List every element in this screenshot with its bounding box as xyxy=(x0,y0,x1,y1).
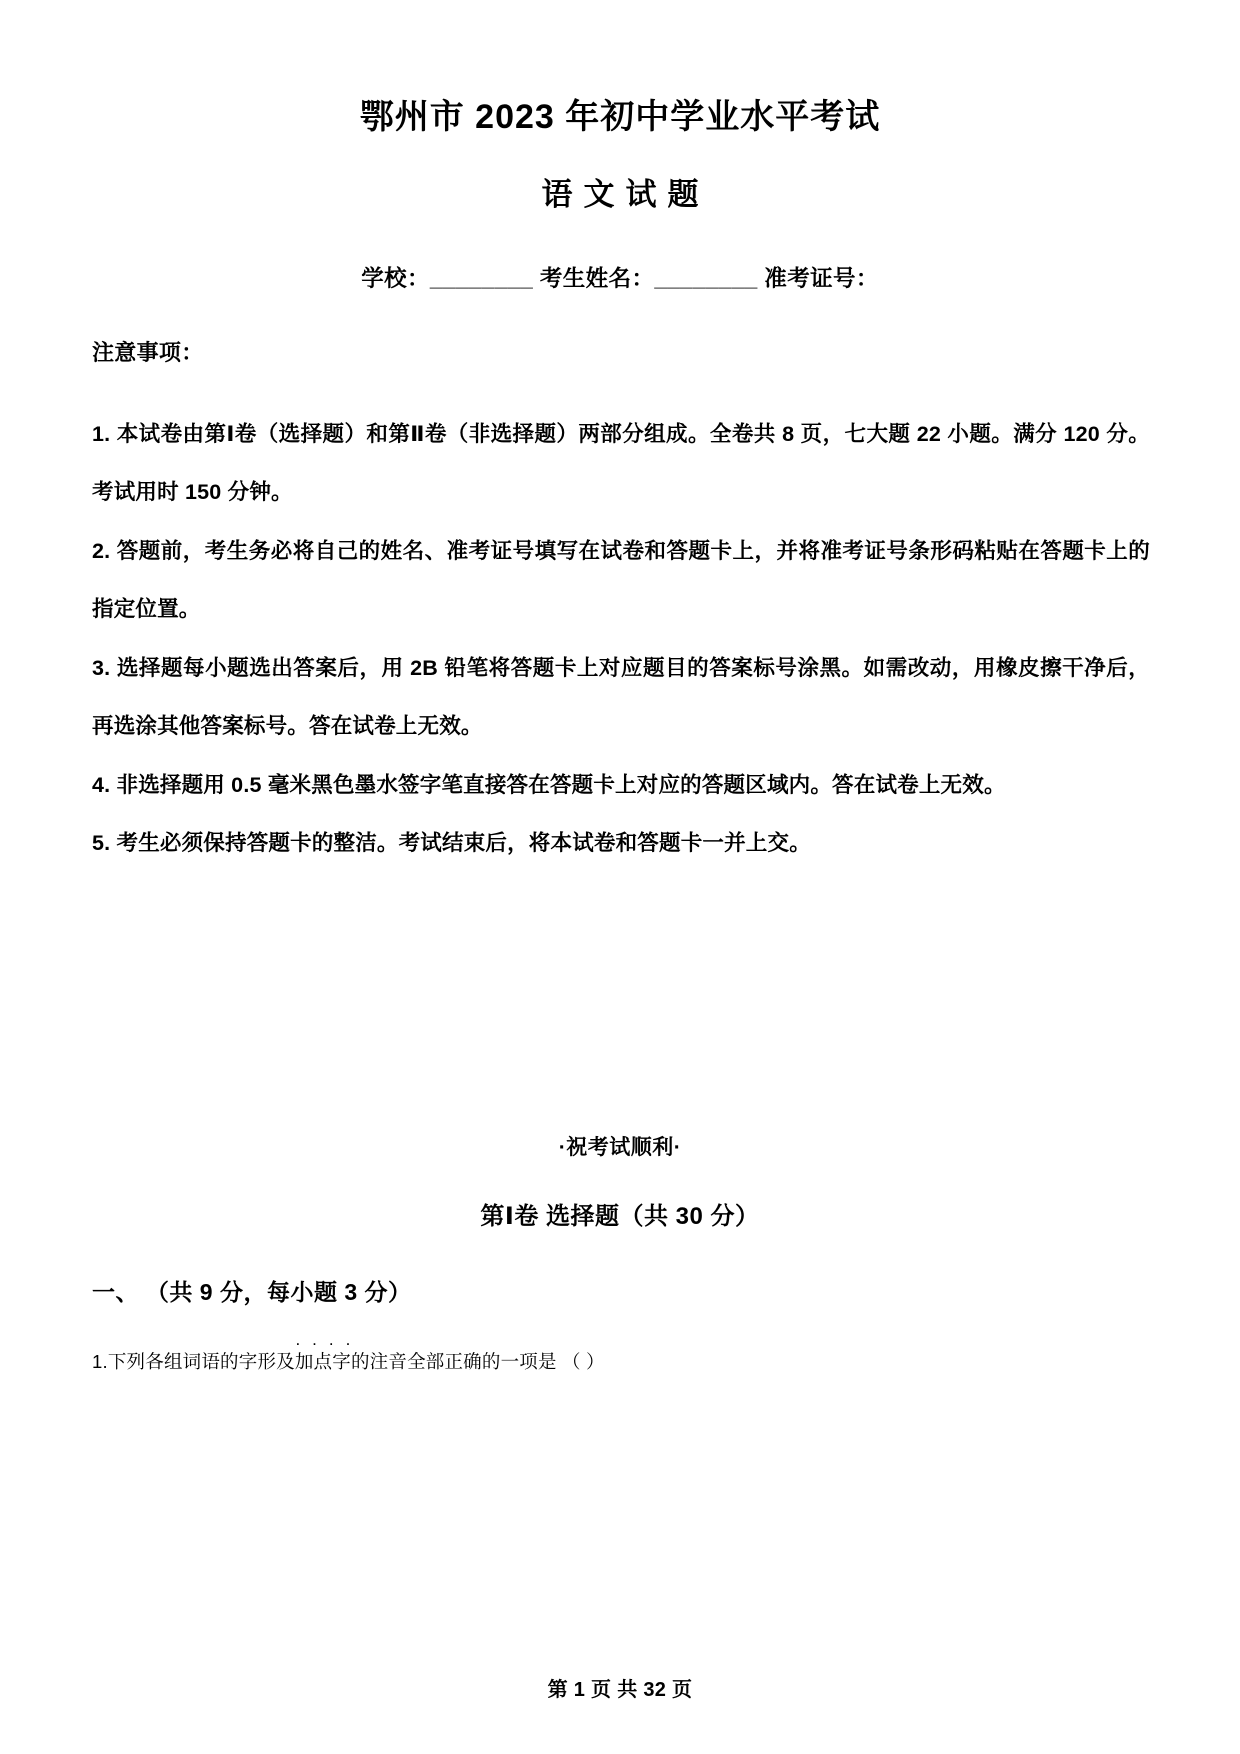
notice-item: 5. 考生必须保持答题卡的整洁。考试结束后，将本试卷和答题卡一并上交。 xyxy=(92,831,811,856)
emphasized-phrase: .... 加点字 xyxy=(295,1348,351,1374)
question-1 xyxy=(92,1348,605,1374)
paper-section-heading: 第Ⅰ卷 选择题（共 30 分） xyxy=(480,1203,760,1230)
notice-item: 3. 选择题每小题选出答案后，用 2B 铅笔将答题卡上对应题目的答案标号涂黑。如需改动，用橡皮擦干净后，再选涂其他答案标号。答在试卷上无效。 xyxy=(92,655,1150,739)
question-number: 1. xyxy=(92,1351,108,1372)
part-one-heading: 一、 （共 9 分，每小题 3 分） xyxy=(92,1279,412,1305)
good-luck-note: ·祝考试顺利· xyxy=(558,1136,682,1159)
notice-heading: 注意事项： xyxy=(92,340,204,365)
question-text-before: 下列各组词语的字形及 xyxy=(107,1351,295,1372)
question-text-after: 的注音全部正确的一项是 （ ） xyxy=(350,1351,605,1372)
notice-item: 4. 非选择题用 0.5 毫米黑色墨水签字笔直接答在答题卡上对应的答题区域内。答在试卷上无效。 xyxy=(92,772,1006,797)
notice-item: 2. 答题前，考生务必将自己的姓名、准考证号填写在试卷和答题卡上，并将准考证号条形码粘贴在答题卡上的指定位置。 xyxy=(92,538,1150,622)
page-subtitle: 语文试题 xyxy=(541,177,710,212)
notice-item: 1. 本试卷由第Ⅰ卷（选择题）和第Ⅱ卷（非选择题）两部分组成。全卷共 8 页，七大题 22 小题。满分 120 分。考试用时 150 分钟。 xyxy=(92,422,1150,505)
candidate-identity-line: 学校：________ 考生姓名：________ 准考证号： xyxy=(361,266,879,291)
page-footer: 第 1 页 共 32 页 xyxy=(547,1679,693,1701)
page-title: 鄂州市 2023 年初中学业水平考试 xyxy=(359,98,881,136)
notice-list xyxy=(92,405,1150,873)
